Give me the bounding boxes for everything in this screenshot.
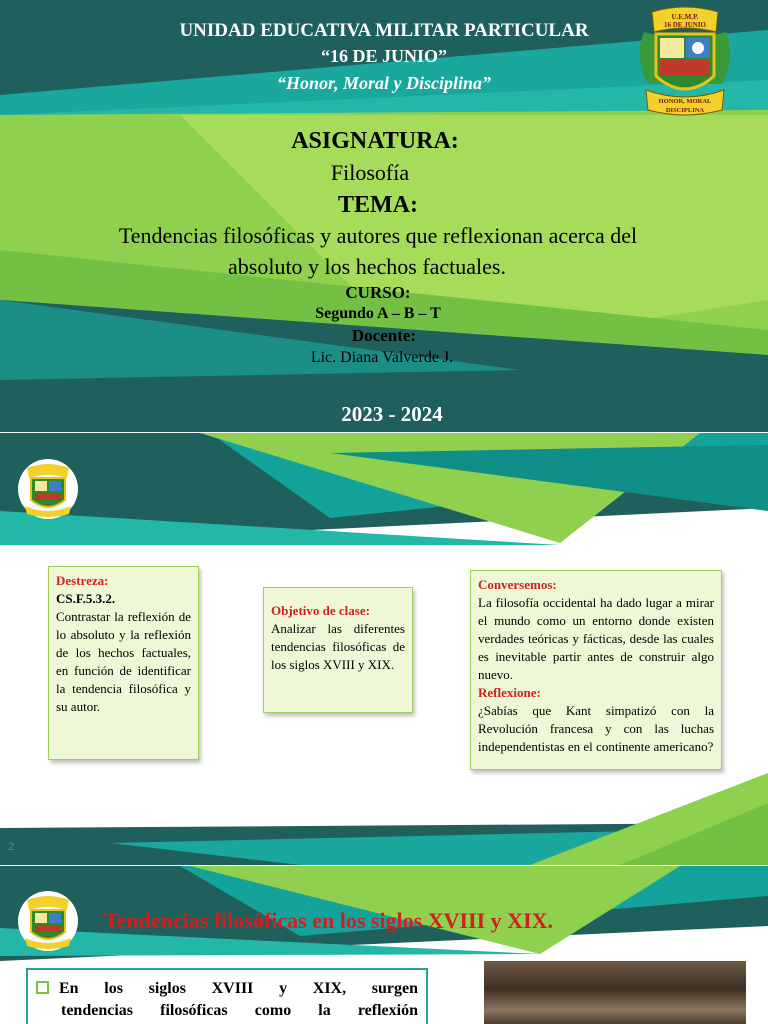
objectives-slide [0,433,768,865]
objetivo-box [263,587,413,713]
topic-line-1: Tendencias filosóficas y autores que reflexionan acerca del [118,223,638,248]
conversemos-text: La filosofía occidental ha dado lugar a mirar el mundo como un entorno donde existen verdades teóricas y fácticas, desde las cuales es inevitable partir antes de construir algo nuevo. [478,595,714,682]
conversemos-heading: Conversemos: [478,577,557,592]
slide3-crest-logo [17,890,79,952]
school-name: UNIDAD EDUCATIVA MILITAR PARTICULAR [179,20,589,41]
destreza-code: CS.F.5.3.2. [56,591,116,606]
school-motto: “Honor, Moral y Disciplina” [276,73,492,93]
crest-banner-bottom-2: DISCIPLINA [665,107,705,114]
destreza-text: Contrastar la reflexión de lo absoluto y la reflexión de los hechos factuales, en función de identificar la tendencia filosófica y su autor. [56,609,191,714]
tendencias-slide [0,866,768,1024]
subject-heading: ASIGNATURA: [291,128,459,154]
course-value: Segundo A – B – T [315,305,441,322]
crest-banner-top-2: 16 DE JUNIO [663,21,707,29]
topic-heading: TEMA: [338,192,418,218]
reflexione-text: ¿Sabías que Kant simpatizó con la Revolución francesa y con las luchas independentistas en el continente americano? [478,703,714,754]
tendencias-text-box [26,968,428,1024]
destreza-box [48,566,199,760]
slide3-title: Tendencias filosóficas en los siglos XVIII y XIX. [104,908,554,933]
school-year: 2023 - 2024 [341,402,443,426]
reflexione-heading: Reflexione: [478,685,541,700]
course-heading: CURSO: [345,283,411,302]
objetivo-heading: Objetivo de clase: [271,603,370,618]
school-date: “16 DE JUNIO” [320,46,447,66]
historical-painting-image [484,961,746,1024]
bullet-line-2: tendencias filosóficas como la reflexión [61,1002,418,1019]
bullet-line-1-text: En los siglos XVIII y XIX, surgen [59,980,418,997]
objetivo-text: Analizar las diferentes tendencias filosóficas de los siglos XVIII y XIX. [271,621,405,672]
crest-banner-top: U.E.M.P. [671,13,699,21]
destreza-heading: Destreza: [56,573,109,588]
slide2-crest-logo [17,458,79,520]
teacher-name: Lic. Diana Valverde J. [310,349,454,366]
crest-banner-bottom: HONOR, MORAL [658,98,712,105]
topic-line-2: absoluto y los hechos factuales. [228,254,506,279]
bullet-line-1 [36,978,418,1000]
title-slide [0,0,768,432]
teacher-heading: Docente: [351,326,417,345]
checkbox-bullet-icon [36,981,49,994]
school-crest-logo [632,6,738,120]
subject-name: Filosofía [330,160,410,185]
conversemos-box [470,570,722,770]
page-number: 2 [8,841,15,853]
